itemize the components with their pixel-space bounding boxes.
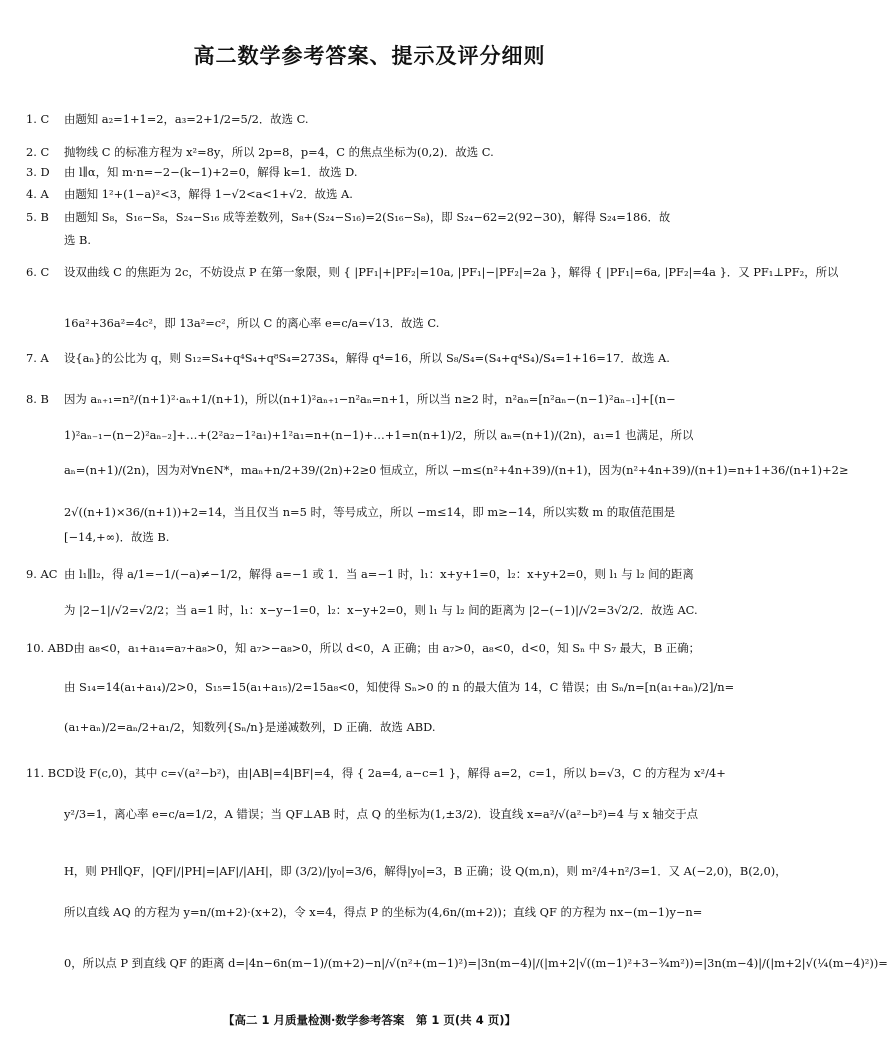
question-number: 9. AC — [26, 567, 58, 581]
answer-line — [26, 720, 716, 734]
answer-text: 2√((n+1)×36/(n+1))+2=14，当且仅当 n=5 时，等号成立，所以 −m≤14，即 m≥−14，所以实数 m 的取值范围是 — [64, 505, 676, 519]
answer-line — [26, 905, 716, 919]
question-number: 11. BCD — [26, 766, 75, 780]
answer-text: 由题知 a₂=1+1=2，a₃=2+1/2=5/2．故选 C. — [64, 112, 309, 126]
answer-line — [26, 530, 716, 544]
answer-text: 由 l∥α，知 m·n=−2−(k−1)+2=0，解得 k=1．故选 D. — [64, 165, 358, 179]
answer-text: 因为 aₙ₊₁=n²/(n+1)²·aₙ+1/(n+1)，所以(n+1)²aₙ₊₁−n²aₙ=n+1，所以当 n≥2 时，n²aₙ=[n²aₙ−(n−1)²aₙ₋₁]+[(n− — [64, 392, 676, 406]
question-number: 6. C — [26, 265, 50, 279]
answer-text: 由 l₁∥l₂，得 a/1=−1/(−a)≠−1/2，解得 a=−1 或 1．当 a=−1 时，l₁：x+y+1=0，l₂：x+y+2=0，则 l₁ 与 l₂ 间的距离 — [64, 567, 694, 581]
answer-line — [26, 145, 716, 159]
question-number: 3. D — [26, 165, 50, 179]
answer-text: 设{aₙ}的公比为 q，则 S₁₂=S₄+q⁴S₄+q⁸S₄=273S₄，解得 q⁴=16，所以 S₈/S₄=(S₄+q⁴S₄)/S₄=1+16=17．故选 A. — [64, 351, 670, 365]
answer-text: (a₁+aₙ)/2=aₙ/2+a₁/2，知数列{Sₙ/n}是递减数列，D 正确．故选 ABD. — [64, 720, 436, 734]
answer-text: 设 F(c,0)，其中 c=√(a²−b²)，由|AB|=4|BF|=4，得 { 2a=4, a−c=1 }，解得 a=2，c=1，所以 b=√3，C 的方程为 x²/4+ — [74, 766, 726, 780]
answer-line — [26, 641, 716, 655]
answer-line — [26, 265, 839, 279]
answer-text: 设双曲线 C 的焦距为 2c，不妨设点 P 在第一象限，则 { |PF₁|+|PF₂|=10a, |PF₁|−|PF₂|=2a }，解得 { |PF₁|=6a, |PF₂|=4a }．又 PF₁⊥PF₂，所以 — [64, 265, 839, 279]
page-title: 高二数学参考答案、提示及评分细则 — [193, 44, 546, 68]
answer-line — [26, 392, 716, 406]
question-number: 1. C — [26, 112, 50, 126]
answer-text: [−14,+∞)．故选 B. — [64, 530, 170, 544]
answer-line — [26, 807, 716, 821]
answer-text: 16a²+36a²=4c²，即 13a²=c²，所以 C 的离心率 e=c/a=√13．故选 C. — [64, 316, 440, 330]
answer-line — [26, 766, 726, 780]
answer-text: 1)²aₙ₋₁−(n−2)²aₙ₋₂]+…+(2²a₂−1²a₁)+1²a₁=n+(n−1)+…+1=n(n+1)/2，所以 aₙ=(n+1)/(2n)，a₁=1 也满足，所以 — [64, 428, 694, 442]
answer-text: 由 S₁₄=14(a₁+a₁₄)/2>0，S₁₅=15(a₁+a₁₅)/2=15a₈<0，知使得 Sₙ>0 的 n 的最大值为 14，C 错误；由 Sₙ/n=[n(a₁+aₙ)/2]/n= — [64, 680, 735, 694]
answer-line — [26, 505, 716, 519]
question-number: 5. B — [26, 210, 49, 224]
answer-text: 0，所以点 P 到直线 QF 的距离 d=|4n−6n(m−1)/(m+2)−n|/√(n²+(m−1)²)=|3n(m−4)|/(|m+2|√((m−1)²+3−¾m²))=|3n(m−4)|/(|m+2|√(¼(m−4)²))= — [64, 956, 888, 970]
answer-text: 由题知 S₈，S₁₆−S₈，S₂₄−S₁₆ 成等差数列，S₈+(S₂₄−S₁₆)=2(S₁₆−S₈)，即 S₂₄−62=2(92−30)，解得 S₂₄=186．故 — [64, 210, 671, 224]
answer-line — [26, 428, 716, 442]
answer-line — [26, 187, 716, 201]
answer-text: 选 B. — [64, 233, 92, 247]
answer-line — [26, 210, 716, 224]
answer-line — [26, 165, 716, 179]
answer-text: 由题知 1²+(1−a)²<3，解得 1−√2<a<1+√2．故选 A. — [64, 187, 353, 201]
answer-line — [26, 956, 888, 970]
answer-line — [26, 680, 735, 694]
answer-line — [26, 233, 716, 247]
answer-text: y²/3=1，离心率 e=c/a=1/2，A 错误；当 QF⊥AB 时，点 Q 的坐标为(1,±3/2)．设直线 x=a²/√(a²−b²)=4 与 x 轴交于点 — [64, 807, 699, 821]
answer-text: aₙ=(n+1)/(2n)，因为对∀n∈N*，maₙ+n/2+39/(2n)+2≥0 恒成立，所以 −m≤(n²+4n+39)/(n+1)，因为(n²+4n+39)/(n+1)=n+1+36/(n+1)+2≥ — [64, 463, 849, 477]
question-number: 7. A — [26, 351, 49, 365]
answer-line — [26, 112, 716, 126]
answer-line — [26, 463, 849, 477]
answer-text: 抛物线 C 的标准方程为 x²=8y，所以 2p=8，p=4，C 的焦点坐标为(0,2)．故选 C. — [64, 145, 494, 159]
question-number: 4. A — [26, 187, 49, 201]
answer-line — [26, 316, 716, 330]
answer-text: 为 |2−1|/√2=√2/2；当 a=1 时，l₁：x−y−1=0，l₂：x−y+2=0，则 l₁ 与 l₂ 间的距离为 |2−(−1)|/√2=3√2/2．故选 AC. — [64, 603, 698, 617]
page-footer: 【高二 1 月质量检测·数学参考答案 第 1 页(共 4 页)】 — [223, 1013, 516, 1027]
answer-line — [26, 864, 787, 878]
answer-line — [26, 567, 716, 581]
question-number: 2. C — [26, 145, 50, 159]
answer-line — [26, 351, 716, 365]
answer-text: H，则 PH∥QF，|QF|/|PH|=|AF|/|AH|，即 (3/2)/|y₀|=3/6，解得|y₀|=3，B 正确；设 Q(m,n)，则 m²/4+n²/3=1．又 A(−2,0)，B(2,0)， — [64, 864, 787, 878]
question-number: 10. ABD — [26, 641, 74, 655]
answer-text: 由 a₈<0，a₁+a₁₄=a₇+a₈>0，知 a₇>−a₈>0，所以 d<0，A 正确；由 a₇>0，a₈<0，d<0，知 Sₙ 中 S₇ 最大，B 正确； — [73, 641, 700, 655]
question-number: 8. B — [26, 392, 49, 406]
answer-text: 所以直线 AQ 的方程为 y=n/(m+2)·(x+2)，令 x=4，得点 P 的坐标为(4,6n/(m+2))；直线 QF 的方程为 nx−(m−1)y−n= — [64, 905, 703, 919]
answer-line — [26, 603, 716, 617]
